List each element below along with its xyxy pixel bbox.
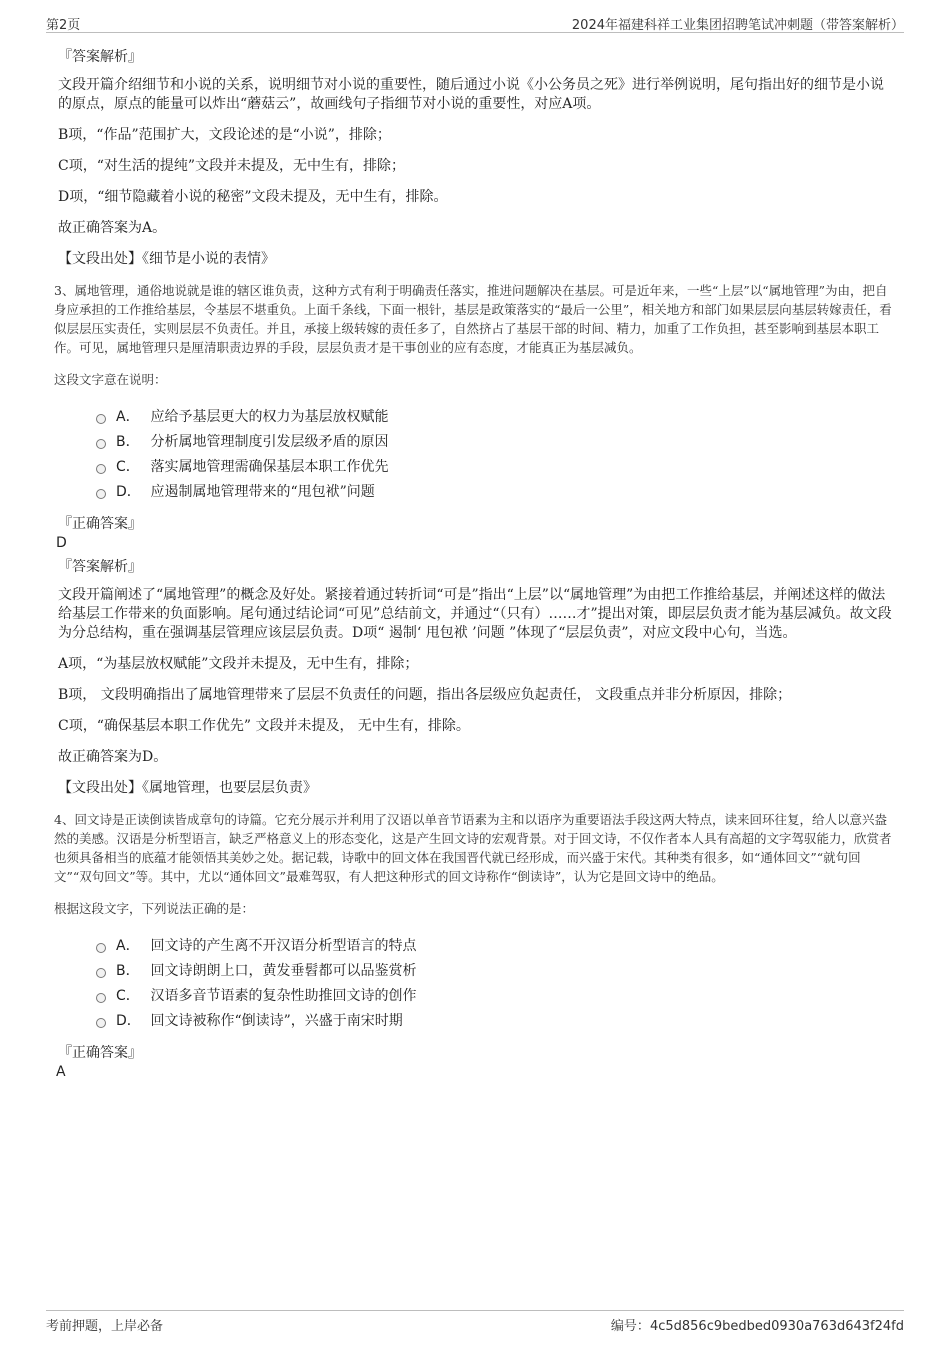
option-text: 分析属地管理制度引发层级矛盾的原因	[150, 434, 389, 450]
document-body	[54, 48, 894, 1087]
analysis-paragraph: 文段开篇阐述了“属地管理”的概念及好处。紧接着通过转折词“可是”指出“上层”以“属地管理”为由把工作推给基层，并阐述这样的做法给基层工作带来的负面影响。尾句通过结论词“可见”总结前文，并通过“（只有）……才”提出对策，即层层负责才能为基层减负。故文段为分总结构，重在强调基层管理应该层层负责。D项“ 遏制‘ 甩包袱 ’问题 ”体现了“层层负责”，对应文段中心句，当选。	[58, 587, 892, 641]
option-letter: B．	[116, 434, 140, 450]
analysis-paragraph: 文段开篇介绍细节和小说的关系，说明细节对小说的重要性，随后通过小说《小公务员之死》进行举例说明，尾句指出好的细节是小说的原点，原点的能量可以炸出“蘑菇云”，故画线句子指细节对小说的重要性，对应A项。	[58, 77, 884, 112]
radio-icon[interactable]	[96, 464, 106, 474]
analysis-paragraph: 故正确答案为D。	[58, 749, 168, 765]
option-text: 应给予基层更大的权力为基层放权赋能	[150, 409, 389, 425]
option-d[interactable]	[96, 1011, 894, 1036]
question-3-prompt: 这段文字意在说明：	[54, 372, 167, 387]
option-letter: A．	[116, 938, 140, 954]
option-a[interactable]	[96, 407, 894, 432]
option-b[interactable]	[96, 961, 894, 986]
radio-icon[interactable]	[96, 968, 106, 978]
page-number: 第2页	[46, 18, 81, 33]
radio-icon[interactable]	[96, 993, 106, 1003]
option-b[interactable]	[96, 432, 894, 457]
radio-icon[interactable]	[96, 414, 106, 424]
option-text: 落实属地管理需确保基层本职工作优先	[150, 459, 389, 475]
option-a[interactable]	[96, 936, 894, 961]
analysis-paragraph: B项， 文段明确指出了属地管理带来了层层不负责任的问题，指出各层级应负起责任， 文段重点并非分析原因，排除；	[58, 687, 792, 703]
analysis-paragraph: A项，“为基层放权赋能”文段并未提及，无中生有，排除；	[58, 656, 419, 672]
analysis-paragraph: B项，“作品”范围扩大，文段论述的是“小说”，排除；	[58, 127, 391, 143]
passage-source: 【文段出处】《属地管理，也要层层负责》	[58, 780, 317, 796]
page-header	[46, 14, 904, 33]
radio-icon[interactable]	[96, 439, 106, 449]
correct-answer: D	[56, 535, 67, 551]
option-text: 回文诗朗朗上口，黄发垂髫都可以品鉴赏析	[150, 963, 417, 979]
correct-answer-label: 『正确答案』	[58, 516, 142, 532]
option-letter: B．	[116, 963, 140, 979]
option-letter: D．	[116, 484, 141, 500]
option-letter: C．	[116, 988, 140, 1004]
analysis-paragraph: D项，“细节隐藏着小说的秘密”文段未提及，无中生有，排除。	[58, 189, 448, 205]
option-letter: D．	[116, 1013, 141, 1029]
question-4-text: 4、回文诗是正读倒读皆成章句的诗篇。它充分展示并利用了汉语以单音节语素为主和以语序为重要语法手段这两大特点，读来回环往复，给人以意兴盎然的美感。汉语是分析型语言，缺乏严格意义上的形态变化，这是产生回文诗的宏观背景。对于回文诗，不仅作者本人具有高超的文字驾驭能力，欣赏者也须具备相当的底蕴才能领悟其美妙之处。据记载，诗歌中的回文体在我国晋代就已经形成，而兴盛于宋代。其种类有很多，如“通体回文”“就句回文”“双句回文”等。其中，尤以“通体回文”最难驾驭，有人把这种形式的回文诗称作“倒读诗”，认为它是回文诗中的绝品。	[54, 812, 892, 884]
document-title: 2024年福建科祥工业集团招聘笔试冲刺题（带答案解析）	[571, 18, 904, 33]
option-d[interactable]	[96, 482, 894, 507]
footer-slogan: 考前押题，上岸必备	[46, 1319, 164, 1334]
correct-answer: A	[56, 1064, 66, 1080]
document-code-label: 编号：	[610, 1319, 650, 1334]
document-code	[611, 1315, 904, 1334]
option-c[interactable]	[96, 986, 894, 1011]
passage-source: 【文段出处】《细节是小说的表情》	[58, 251, 275, 267]
analysis-paragraph: C项，“确保基层本职工作优先” 文段并未提及， 无中生有，排除。	[58, 718, 470, 734]
analysis-paragraph: C项，“对生活的提纯”文段并未提及，无中生有，排除；	[58, 158, 406, 174]
option-letter: A．	[116, 409, 140, 425]
option-letter: C．	[116, 459, 140, 475]
document-code-value: 4c5d856c9bedbed0930a763d643f24fd	[649, 1319, 904, 1334]
option-text: 回文诗的产生离不开汉语分析型语言的特点	[150, 938, 417, 954]
option-text: 汉语多音节语素的复杂性助推回文诗的创作	[150, 988, 417, 1004]
analysis-label: 『答案解析』	[58, 559, 142, 575]
question-4-options	[96, 936, 894, 1036]
option-c[interactable]	[96, 457, 894, 482]
radio-icon[interactable]	[96, 489, 106, 499]
analysis-paragraph: 故正确答案为A。	[58, 220, 167, 236]
page-footer	[46, 1310, 904, 1337]
option-text: 应遏制属地管理带来的“甩包袱”问题	[150, 484, 375, 500]
radio-icon[interactable]	[96, 1018, 106, 1028]
question-4-prompt: 根据这段文字，下列说法正确的是：	[54, 901, 255, 916]
question-3-options	[96, 407, 894, 507]
radio-icon[interactable]	[96, 943, 106, 953]
analysis-label: 『答案解析』	[58, 49, 142, 65]
option-text: 回文诗被称作“倒读诗”，兴盛于南宋时期	[150, 1013, 403, 1029]
question-3-text: 3、属地管理，通俗地说就是谁的辖区谁负责，这种方式有利于明确责任落实，推进问题解决在基层。可是近年来，一些“上层”以“属地管理”为由，把自身应承担的工作推给基层，令基层不堪重负。上面千条线，下面一根针，基层是政策落实的“最后一公里”，相关地方和部门如果层层向基层转嫁责任，看似层层压实责任，实则层层不负责任。并且，承接上级转嫁的责任多了，自然挤占了基层干部的时间、精力，加重了工作负担，甚至影响到基层本职工作。可见，属地管理只是厘清职责边界的手段，层层负责才是干事创业的应有态度，才能真正为基层减负。	[54, 283, 892, 355]
correct-answer-label: 『正确答案』	[58, 1045, 142, 1061]
